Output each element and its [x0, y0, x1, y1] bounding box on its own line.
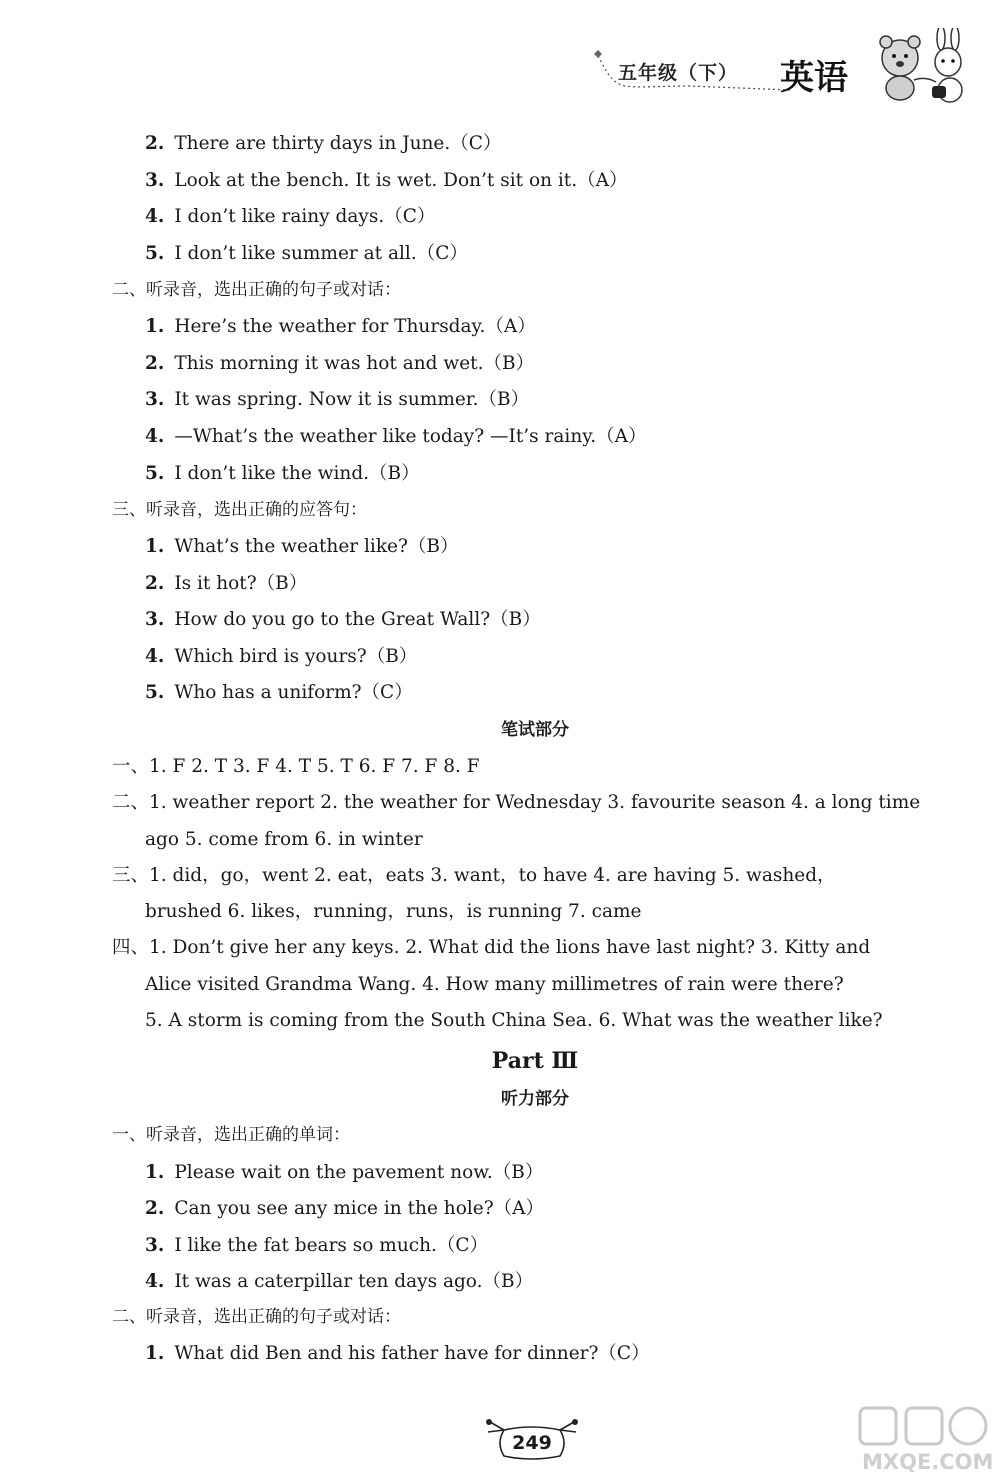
- written-answer-4a: 四、1. Don’t give her any keys. 2. What did the lions have last night? 3. Kitty and: [112, 937, 871, 958]
- item-text: Look at the bench. It is wet. Don’t sit on it.（A）: [174, 170, 628, 191]
- answer-line: [145, 648, 417, 667]
- item-number: 4.: [145, 206, 165, 227]
- item-number: 2.: [145, 1198, 165, 1219]
- item-number: 2.: [145, 353, 165, 374]
- answer-line: [145, 1200, 544, 1219]
- watermark-text: MXQE.COM: [862, 1450, 994, 1474]
- item-text: I like the fat bears so much.（C）: [174, 1235, 489, 1256]
- section-heading: 二、听录音，选出正确的句子或对话：: [112, 1307, 401, 1327]
- written-answer-3b: brushed 6. likes，running，runs，is running 7. came: [145, 901, 642, 922]
- item-text: —What’s the weather like today? —It’s rainy.（A）: [174, 426, 647, 447]
- item-number: 2.: [145, 133, 165, 154]
- written-section-title: 笔试部分: [501, 720, 569, 740]
- item-number: 1.: [145, 1162, 165, 1183]
- answer-line: [145, 172, 627, 191]
- written-answer-1: 一、1. F 2. T 3. F 4. T 5. T 6. F 7. F 8. F: [112, 756, 480, 777]
- item-number: 3.: [145, 1235, 165, 1256]
- item-text: How do you go to the Great Wall?（B）: [174, 609, 541, 630]
- item-text: It was spring. Now it is summer.（B）: [174, 389, 530, 410]
- item-text: Which bird is yours?（B）: [174, 646, 418, 667]
- answer-line: [145, 1345, 650, 1364]
- item-text: Please wait on the pavement now.（B）: [174, 1162, 544, 1183]
- answer-line: [145, 1164, 543, 1183]
- answer-line: [145, 245, 468, 264]
- bear-and-rabbit-mascot-icon: [870, 28, 980, 108]
- answer-line: [145, 684, 413, 703]
- watermark-logo-icon: [850, 1400, 1000, 1450]
- item-text: Is it hot?（B）: [174, 573, 308, 594]
- section-heading: 一、听录音，选出正确的单词：: [112, 1125, 350, 1145]
- page-number: 249: [512, 1432, 552, 1454]
- answer-line: [145, 575, 307, 594]
- written-answer-2a: 二、1. weather report 2. the weather for Wednesday 3. favourite season 4. a long time: [112, 792, 921, 813]
- written-answer-4c: 5. A storm is coming from the South China Sea. 6. What was the weather like?: [145, 1010, 883, 1031]
- written-answer-4b: Alice visited Grandma Wang. 4. How many millimetres of rain were there?: [145, 974, 844, 995]
- answer-line: [145, 611, 541, 630]
- item-number: 3.: [145, 609, 165, 630]
- item-text: Who has a uniform?（C）: [174, 682, 413, 703]
- answer-line: [145, 208, 435, 227]
- answer-line: [145, 538, 459, 557]
- item-number: 5.: [145, 682, 165, 703]
- answer-line: [145, 318, 536, 337]
- item-text: What did Ben and his father have for dinner?（C）: [174, 1343, 650, 1364]
- item-number: 4.: [145, 1271, 165, 1292]
- item-number: 4.: [145, 426, 165, 447]
- written-answer-2b: ago 5. come from 6. in winter: [145, 829, 423, 850]
- page-number-badge: [482, 1418, 582, 1468]
- item-number: 3.: [145, 389, 165, 410]
- answer-line: [145, 465, 420, 484]
- item-text: Here’s the weather for Thursday.（A）: [174, 316, 536, 337]
- item-text: There are thirty days in June.（C）: [174, 133, 502, 154]
- item-number: 3.: [145, 170, 165, 191]
- item-text: I don’t like the wind.（B）: [174, 463, 420, 484]
- item-text: It was a caterpillar ten days ago.（B）: [174, 1271, 534, 1292]
- item-number: 4.: [145, 646, 165, 667]
- part-title: Part Ⅲ: [491, 1048, 579, 1074]
- item-text: This morning it was hot and wet.（B）: [174, 353, 535, 374]
- item-text: What’s the weather like?（B）: [174, 536, 459, 557]
- answer-line: [145, 428, 647, 447]
- section-heading: 三、听录音，选出正确的应答句：: [112, 500, 367, 520]
- item-text: I don’t like summer at all.（C）: [174, 243, 468, 264]
- answer-line: [145, 1273, 533, 1292]
- watermark: [850, 1400, 1000, 1482]
- item-number: 1.: [145, 536, 165, 557]
- item-text: I don’t like rainy days.（C）: [174, 206, 436, 227]
- item-number: 1.: [145, 316, 165, 337]
- subject-title: 英语: [780, 58, 848, 98]
- answer-line: [145, 1237, 488, 1256]
- written-answer-3a: 三、1. did，go，went 2. eat，eats 3. want，to have 4. are having 5. washed，: [112, 865, 836, 886]
- item-number: 5.: [145, 243, 165, 264]
- grade-label: 五年级（下）: [618, 62, 739, 84]
- page-header: [580, 28, 980, 108]
- item-text: Can you see any mice in the hole?（A）: [174, 1198, 544, 1219]
- item-number: 2.: [145, 573, 165, 594]
- item-number: 1.: [145, 1343, 165, 1364]
- answer-line: [145, 391, 529, 410]
- listening-section-title: 听力部分: [501, 1089, 569, 1109]
- section-heading: 二、听录音，选出正确的句子或对话：: [112, 280, 401, 300]
- answer-line: [145, 135, 501, 154]
- item-number: 5.: [145, 463, 165, 484]
- answer-line: [145, 355, 534, 374]
